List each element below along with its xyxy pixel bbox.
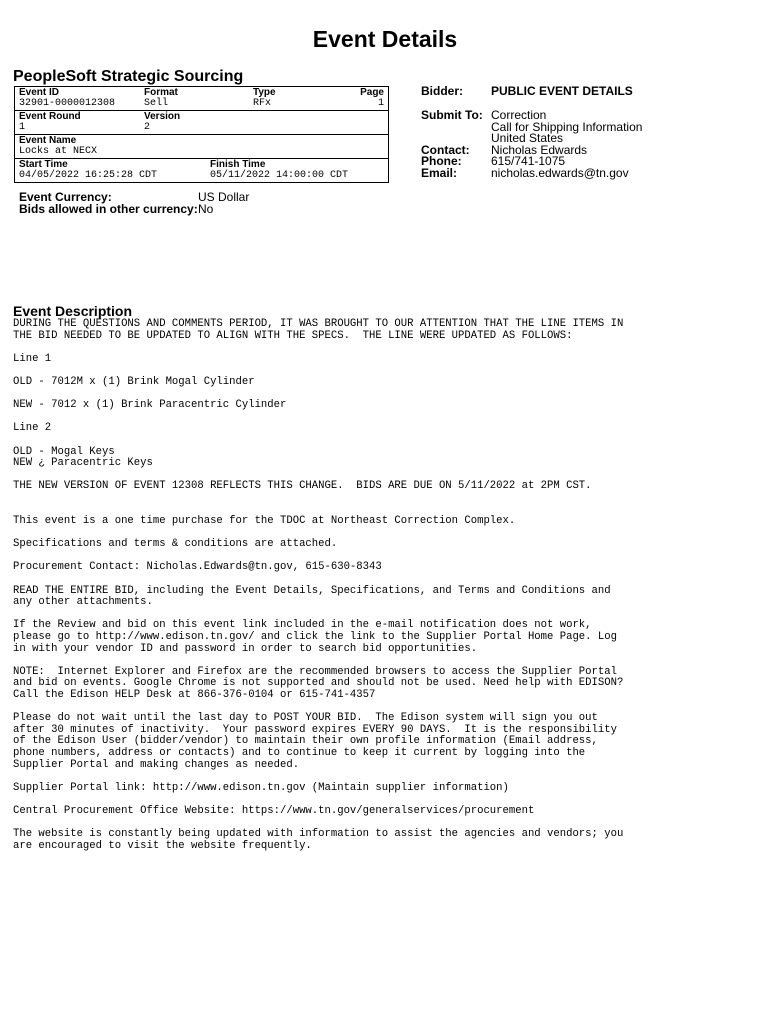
bidder-value: PUBLIC EVENT DETAILS: [491, 84, 633, 98]
submit-to-line2: Call for Shipping Information: [491, 120, 643, 134]
type-label: Type: [253, 87, 276, 98]
type-value: RFx: [253, 98, 272, 109]
event-id-row: [15, 87, 388, 111]
phone-label: Phone:: [421, 154, 462, 168]
submit-to-line1: Correction: [491, 108, 547, 122]
submit-to-line3: United States: [491, 131, 564, 145]
page-label: Page: [360, 87, 384, 98]
event-name-label: Event Name: [19, 135, 77, 146]
page-title: Event Details: [312, 26, 458, 52]
event-id-value: 32901-0000012308: [19, 98, 116, 109]
event-name-row: [15, 135, 388, 159]
event-round-row: [15, 111, 388, 135]
contact-value: Nicholas Edwards: [491, 143, 588, 157]
finish-time-label: Finish Time: [210, 159, 266, 170]
event-description-text: DURING THE QUESTIONS AND COMMENTS PERIOD, IT WAS BROUGHT TO OUR ATTENTION THAT THE LINE ITEMS IN THE BID NEEDED TO BE UPDATED TO ALIGN WITH THE SPECS. THE LINE WERE UPDATED AS FOLLOWS: Line 1 OLD - 7012M x (1) Brink Mogal Cylinder NEW - 7012 x (1) Brink Paracentric Cylinder Line 2 OLD - Mogal Keys NEW ¿ Paracentric Keys THE NEW VERSION OF EVENT 12308 REFLECTS THIS CHANGE. BIDS ARE DUE ON 5/11/2022 at 2PM CST. This event is a one time purchase for the TDOC at Northeast Correction Complex. Specifications and terms & conditions are attached. Procurement Contact: Nicholas.Edwards@tn.gov, 615-630-8343 READ THE ENTIRE BID, including the Event Details, Specifications, and Terms and Conditions and any other attachments. If the Review and bid on this event link included in the e-mail notification does not work, please go to http://www.edison.tn.gov/ and click the link to the Supplier Portal Home Page. Log in with your vendor ID and password in order to search bid opportunities. NOTE: Internet Explorer and Firefox are the recommended browsers to access the Supplier Portal and bid on events. Google Chrome is not supported and should not be used. Need help with EDISON? Call the Edison HELP Desk at 866-376-0104 or 615-741-4357 Please do not wait until the last day to POST YOUR BID. The Edison system will sign you out after 30 minutes of inactivity. Your password expires EVERY 90 DAYS. It is the responsibility of the Edison User (bidder/vendor) to maintain their own profile information (Email address, phone numbers, address or contacts) and to continue to keep it current by logging into the Supplier Portal and making changes as needed. Supplier Portal link: http://www.edison.tn.gov (Maintain supplier information) Central Procurement Office Website: https://www.tn.gov/generalservices/procurement The website is constantly being updated with information to assist the agencies and vendors; you are encouraged to visit the website frequently.: [13, 318, 624, 852]
event-round-label: Event Round: [19, 111, 81, 122]
email-value: nicholas.edwards@tn.gov: [491, 166, 629, 180]
contact-label: Contact:: [421, 143, 470, 157]
other-currency-value: No: [198, 202, 214, 216]
other-currency-label: Bids allowed in other currency:: [19, 202, 198, 216]
event-description-heading: Event Description: [13, 303, 133, 319]
version-label: Version: [144, 111, 181, 122]
phone-value: 615/741-1075: [491, 154, 566, 168]
event-id-label: Event ID: [19, 87, 60, 98]
event-name-value: Locks at NECX: [19, 146, 98, 157]
page-subtitle: PeopleSoft Strategic Sourcing: [13, 68, 244, 85]
event-round-value: 1: [19, 122, 26, 133]
event-currency-value: US Dollar: [198, 190, 250, 204]
start-time-value: 04/05/2022 16:25:28 CDT: [19, 170, 158, 181]
page-value: 1: [377, 98, 384, 109]
email-label: Email:: [421, 166, 458, 180]
event-currency-label: Event Currency:: [19, 190, 112, 204]
finish-time-value: 05/11/2022 14:00:00 CDT: [210, 170, 349, 181]
bidder-label: Bidder:: [421, 84, 463, 98]
format-label: Format: [144, 87, 178, 98]
version-value: 2: [144, 122, 151, 133]
submit-to-label: Submit To:: [421, 108, 483, 122]
event-time-row: [15, 159, 388, 182]
start-time-label: Start Time: [19, 159, 68, 170]
format-value: Sell: [144, 98, 169, 109]
event-info-box: [14, 86, 389, 183]
